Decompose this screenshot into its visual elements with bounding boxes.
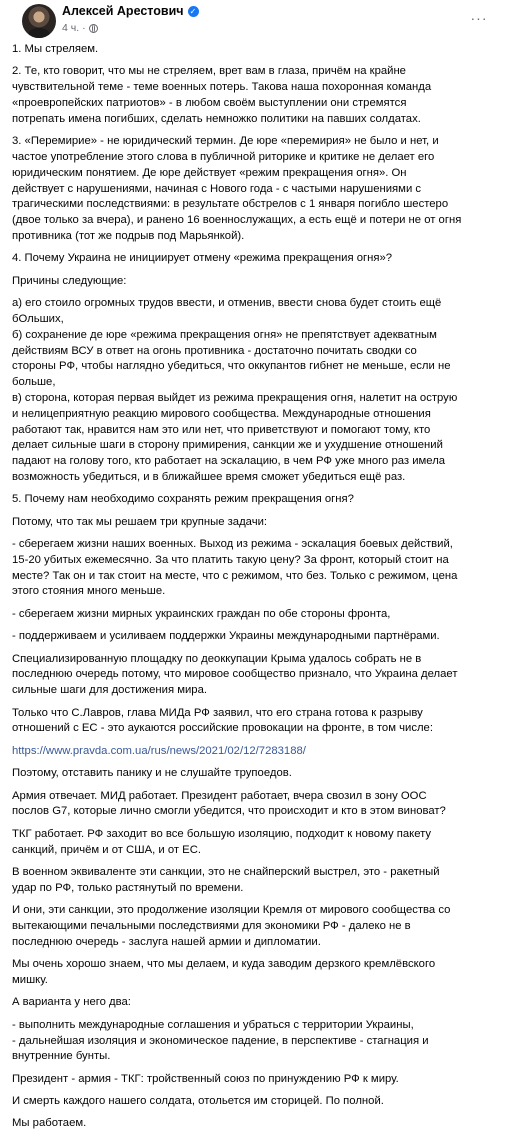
post-paragraph: В военном эквиваленте эти санкции, это не снайперский выстрел, это - ракетный удар по РФ, только растянутый по времени. bbox=[12, 865, 440, 894]
post-paragraph: - сберегаем жизни наших военных. Выход из режима - эскалация боевых действий, 15-20 убитых ежемесячно. За что платить такую цену? За фронт, который стоит на месте? Так он и так стоит на месте, что с режимом, что без. Только с режимом, цена этого стояния много меньше. bbox=[12, 538, 458, 598]
post-paragraph: - сберегаем жизни мирных украинских граждан по обе стороны фронта, bbox=[12, 607, 391, 620]
post-paragraph: 5. Почему нам необходимо сохранять режим прекращения огня? bbox=[12, 493, 354, 506]
post-paragraph: Мы очень хорошо знаем, что мы делаем, и куда заводим дерзкого кремлёвского мишку. bbox=[12, 958, 436, 986]
post-paragraph: Президент - армия - ТКГ: тройственный союз по принуждению РФ к миру. bbox=[12, 1072, 399, 1085]
post-text bbox=[12, 42, 497, 1132]
post-paragraph: Специализированную площадку по деоккупации Крыма удалось собрать не в последнюю очередь потому, что мировое сообщество признало, что Украина делает сильные шаги для достижения мира. bbox=[12, 652, 458, 697]
link-paragraph bbox=[12, 744, 497, 760]
author-name[interactable]: Алексей Арестович bbox=[62, 4, 184, 18]
author-avatar[interactable] bbox=[22, 4, 56, 38]
post-paragraph: - выполнить международные соглашения и убраться с территории Украины, - дальнейшая изоляция и экономическое падение, в перспективе - стагнация и внутренние бунты. bbox=[12, 1018, 429, 1063]
post-paragraph: 1. Мы стреляем. bbox=[12, 43, 99, 55]
post-paragraph: 2. Те, кто говорит, что мы не стреляем, врет вам в глаза, причём на крайне чувствительной теме - теме военных потерь. Такова наша похоронная команда «проевропейских патриотов» - в любом своём выступлении они стремятся потрепать имена погибших, сделать немножко политики на павших солдатах. bbox=[12, 65, 432, 125]
post-paragraph: И смерть каждого нашего солдата, отольется им сторицей. По полной. bbox=[12, 1095, 384, 1108]
post-paragraph: 4. Почему Украина не инициирует отмену «режима прекращения огня»? bbox=[12, 252, 393, 265]
meta-separator: · bbox=[82, 22, 86, 34]
post-paragraph: А варианта у него два: bbox=[12, 996, 131, 1009]
post-paragraph: И они, эти санкции, это продолжение изоляции Кремля от мирового сообщества со вытекающими печальными последствиями для экономики РФ - далеко не в последнюю очередь - заслуга нашей армии и дипломатии. bbox=[12, 904, 451, 948]
post-meta bbox=[62, 22, 98, 34]
post-paragraph: а) его стоило огромных трудов ввести, и отменив, ввести снова будет стоить ещё бОльших, б) сохранение де юре «режима прекращения огня» не препятствует адекватным действиям ВСУ в ответ на огонь противника - достаточно почитать сводки со стороны РФ, чтобы наглядно убедиться, что оккупантов гибнет не меньше, если не больше, в) сторона, которая первая выйдет из режима прекращения огня, налетит на острую и нелицеприятную реакцию мирового сообщества. Международные отношения работают так, нравится нам это или нет, что приветствуют и помогают тому, кто делает сильные шаги в сторону примирения, санкции же и ухудшение отношений падают на голову того, кто работает на эскалацию, в чем РФ уже много раз имела возможность убедиться, и в ближайшее время сможет убедиться ещё раз. bbox=[12, 297, 458, 483]
author-line bbox=[62, 4, 199, 18]
more-options-button[interactable]: ··· bbox=[470, 10, 488, 26]
post-header bbox=[12, 0, 497, 42]
globe-icon bbox=[89, 24, 98, 33]
post-paragraph: Мы работаем. bbox=[12, 1117, 87, 1130]
post-paragraph: 3. «Перемирие» - не юридический термин. Де юре «перемирия» не было и нет, и частое употребление этого слова в публичной риторике и критике не делает его юридическим понятием. Де юре действует «режим прекращения огня». Он действует с нарушениями, начиная с Нового года - с частыми нарушениями с трагическими последствиями: в результате обстрелов с 1 января погибло шестеро (двое только за вчера), и ранено 16 военнослужащих, а есть ещё и потери не от огня противника (тот же подрыв под Марьянкой). bbox=[12, 135, 462, 242]
verified-badge-icon: ✓ bbox=[188, 6, 199, 17]
post-paragraph: Поэтому, отставить панику и не слушайте трупоедов. bbox=[12, 767, 292, 780]
post-paragraph: Армия отвечает. МИД работает. Президент работает, вчера свозил в зону ООС послов G7, которые лично смогли убедится, что происходит и кто в этом виноват? bbox=[12, 789, 446, 818]
post-timestamp[interactable]: 4 ч. bbox=[62, 22, 80, 34]
post-paragraph: Причины следующие: bbox=[12, 274, 127, 287]
post-paragraph: Потому, что так мы решаем три крупные задачи: bbox=[12, 515, 268, 528]
post-paragraph: Только что С.Лавров, глава МИДа РФ заявил, что его страна готова к разрыву отношений с ЕС - это аукаются российские провокации на фронте, в том числе: bbox=[12, 706, 433, 735]
post-paragraph: - поддерживаем и усиливаем поддержки Украины международными партнёрами. bbox=[12, 630, 440, 643]
news-link[interactable]: https://www.pravda.com.ua/rus/news/2021/02/12/7283188/ bbox=[12, 744, 306, 757]
post-paragraph: ТКГ работает. РФ заходит во все большую изоляцию, подходит к новому пакету санкций, причём и от США, и от ЕС. bbox=[12, 827, 432, 856]
